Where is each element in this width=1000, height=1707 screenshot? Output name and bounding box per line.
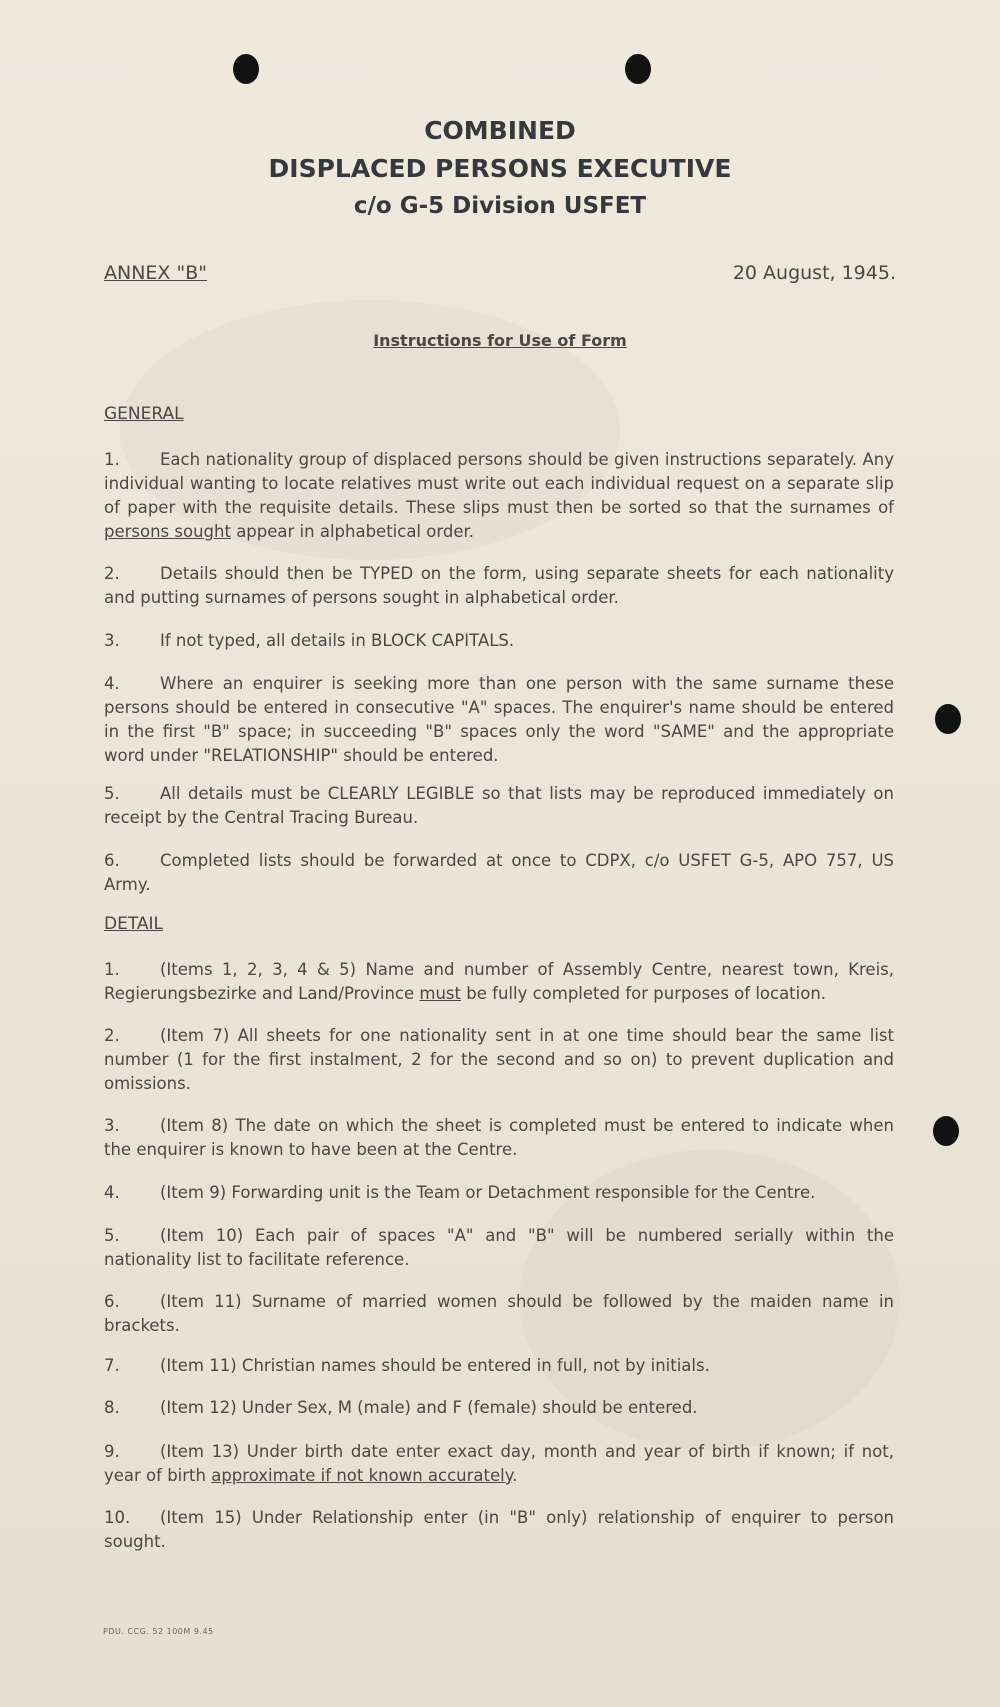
item-text: (Item 12) Under Sex, M (male) and F (female) should be entered.: [160, 1398, 698, 1417]
print-code-footer: PDU. CCG. 52 100M 9.45: [103, 1627, 214, 1636]
item-text: (Item 11) Christian names should be entered in full, not by initials.: [160, 1356, 710, 1375]
document-date: 20 August, 1945.: [732, 262, 896, 284]
item-number: 7.: [104, 1356, 120, 1375]
item-text: .: [512, 1466, 518, 1485]
general-item-2: [104, 562, 894, 610]
detail-item-1: [104, 958, 894, 1006]
punch-hole: [935, 704, 961, 734]
item-text-underlined: persons sought: [104, 522, 231, 541]
item-text: be fully completed for purposes of location.: [461, 984, 827, 1003]
detail-item-8: [104, 1396, 894, 1420]
header-line-1: COMBINED: [424, 116, 576, 145]
item-number: 10.: [104, 1508, 131, 1527]
punch-hole: [625, 54, 651, 84]
item-number: 4.: [104, 1183, 120, 1202]
item-number: 3.: [104, 1116, 120, 1135]
detail-item-6: [104, 1290, 894, 1338]
item-number: 9.: [104, 1442, 120, 1461]
punch-hole: [233, 54, 259, 84]
general-item-6: [104, 849, 894, 897]
item-number: 5.: [104, 784, 120, 803]
item-number: 8.: [104, 1398, 120, 1417]
detail-item-10: [104, 1506, 894, 1554]
detail-item-2: [104, 1024, 894, 1096]
item-text: If not typed, all details in BLOCK CAPITALS.: [160, 631, 515, 650]
item-number: 1.: [104, 450, 120, 469]
general-item-1: [104, 448, 894, 544]
item-text: Each nationality group of displaced persons should be given instructions separately. Any individual wanting to locate relatives must write out each individual request on a separate slip of paper with the requisite details. These slips must then be sorted so that the surnames of: [104, 450, 894, 517]
detail-item-7: [104, 1354, 894, 1378]
item-number: 1.: [104, 960, 120, 979]
header-line-2: DISPLACED PERSONS EXECUTIVE: [268, 154, 732, 183]
item-number: 6.: [104, 851, 120, 870]
detail-item-4: [104, 1181, 894, 1205]
item-text: All details must be CLEARLY LEGIBLE so that lists may be reproduced immediately on receipt by the Central Tracing Bureau.: [104, 784, 894, 827]
item-number: 6.: [104, 1292, 120, 1311]
item-text: Details should then be TYPED on the form, using separate sheets for each nationality and putting surnames of persons sought in alphabetical order.: [104, 564, 894, 607]
item-text: Completed lists should be forwarded at once to CDPX, c/o USFET G-5, APO 757, US Army.: [104, 851, 894, 894]
section-heading-detail: DETAIL: [104, 914, 164, 934]
item-text-underlined: approximate if not known accurately: [211, 1466, 513, 1485]
punch-hole: [933, 1116, 959, 1146]
item-text: (Item 7) All sheets for one nationality sent in at one time should bear the same list number (1 for the first instalment, 2 for the second and so on) to prevent duplication and omissions.: [104, 1026, 894, 1093]
item-number: 5.: [104, 1226, 120, 1245]
general-item-5: [104, 782, 894, 830]
item-text: (Item 10) Each pair of spaces "A" and "B" will be numbered serially within the nationality list to facilitate reference.: [104, 1226, 894, 1269]
annex-label: ANNEX "B": [104, 262, 207, 284]
detail-item-3: [104, 1114, 894, 1162]
general-item-3: [104, 629, 894, 653]
item-text: (Item 8) The date on which the sheet is completed must be entered to indicate when the enquirer is known to have been at the Centre.: [104, 1116, 894, 1159]
item-number: 3.: [104, 631, 120, 650]
detail-item-5: [104, 1224, 894, 1272]
item-number: 2.: [104, 1026, 120, 1045]
item-text: (Items 1, 2, 3, 4 & 5) Name and number of Assembly Centre, nearest town, Kreis, Regierungsbezirke and Land/Province: [104, 960, 894, 1003]
item-text: (Item 11) Surname of married women should be followed by the maiden name in brackets.: [104, 1292, 894, 1335]
section-heading-general: GENERAL: [104, 404, 184, 424]
item-number: 2.: [104, 564, 120, 583]
item-text: (Item 9) Forwarding unit is the Team or Detachment responsible for the Centre.: [160, 1183, 816, 1202]
general-item-4: [104, 672, 894, 768]
item-text-underlined: must: [419, 984, 462, 1003]
item-text: (Item 15) Under Relationship enter (in "B" only) relationship of enquirer to person sought.: [104, 1508, 894, 1551]
item-text: appear in alphabetical order.: [230, 522, 474, 541]
header-line-3: c/o G-5 Division USFET: [353, 193, 647, 219]
document-header: [0, 112, 1000, 224]
detail-item-9: [104, 1440, 894, 1488]
item-number: 4.: [104, 674, 120, 693]
item-text: (Item 13) Under birth date enter exact day, month and year of birth if known; if not, year of birth: [104, 1442, 894, 1485]
item-text: Where an enquirer is seeking more than one person with the same surname these persons should be entered in consecutive "A" spaces. The enquirer's name should be entered in the first "B" space; in succeeding "B" spaces only the word "SAME" and the appropriate word under "RELATIONSHIP" should be entered.: [104, 674, 894, 765]
document-subtitle: Instructions for Use of Form: [373, 331, 627, 350]
